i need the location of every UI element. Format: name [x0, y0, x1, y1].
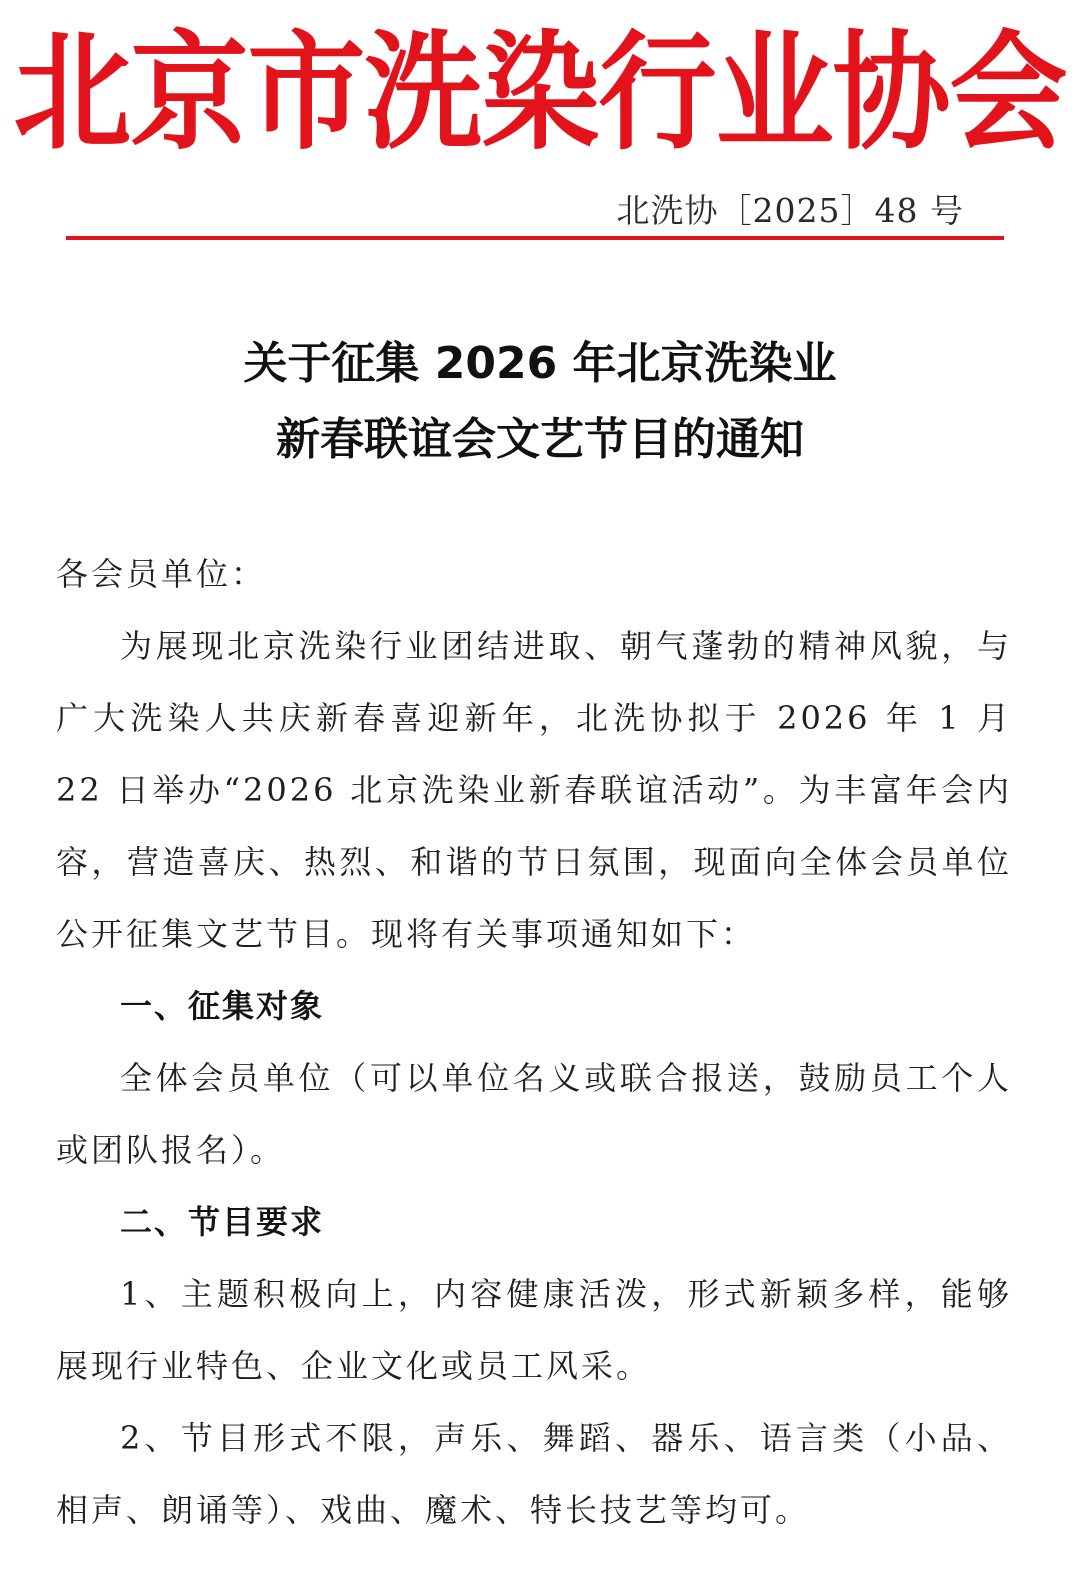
section-2-item-2: 2、节目形式不限，声乐、舞蹈、器乐、语言类（小品、相声、朗诵等）、戏曲、魔术、特长技艺等均可。	[56, 1419, 1012, 1529]
section-2-heading: 二、节目要求	[120, 1203, 325, 1241]
notice-title-line-1: 关于征集 2026 年北京洗染业	[243, 338, 837, 389]
notice-title-line-2: 新春联谊会文艺节目的通知	[276, 414, 804, 465]
organization-masthead: 北京市洗染行业协会	[13, 17, 1067, 167]
notice-body	[56, 538, 1012, 1546]
section-1-heading: 一、征集对象	[120, 987, 325, 1025]
section-2-item-1: 1、主题积极向上，内容健康活泼，形式新颖多样，能够展现行业特色、企业文化或员工风采。	[56, 1275, 1012, 1385]
notice-title	[0, 326, 1080, 478]
salutation: 各会员单位：	[56, 555, 267, 593]
section-1-text: 全体会员单位（可以单位名义或联合报送，鼓励员工个人或团队报名）。	[56, 1059, 1012, 1169]
intro-paragraph: 为展现北京洗染行业团结进取、朝气蓬勃的精神风貌，与广大洗染人共庆新春喜迎新年，北洗协拟于 2026 年 1 月 22 日举办“2026 北京洗染业新春联谊活动”。为丰富年会内容，营造喜庆、热烈、和谐的节日氛围，现面向全体会员单位公开征集文艺节目。现将有关事项通知如下：	[56, 627, 1012, 953]
document-number: 北洗协［2025］48 号	[616, 191, 964, 230]
red-header-rule	[66, 236, 1004, 240]
